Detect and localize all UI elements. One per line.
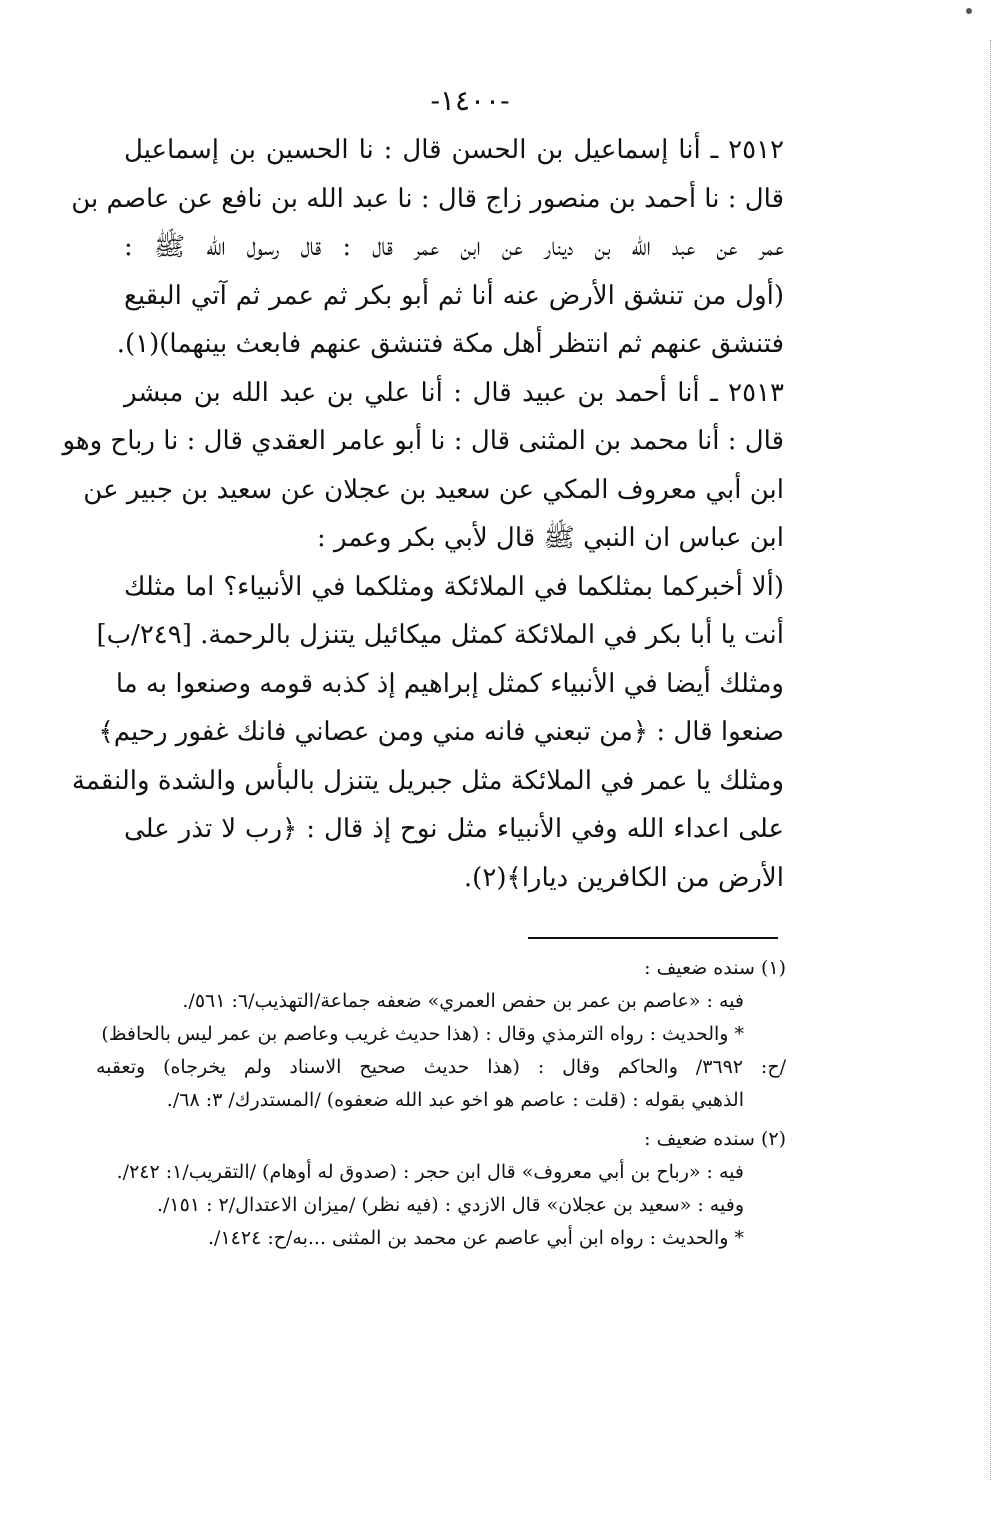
footnote-line: وفيه : «سعيد بن عجلان» قال الازدي : (فيه نظر) /ميزان الاعتدال/٢ : ١٥١/. bbox=[156, 1194, 744, 1216]
text-line: ٢٥١٢ ـ أنا إسماعيل بن الحسن قال : نا الحسين بن إسماعيل bbox=[124, 135, 784, 165]
page-number: -١٤٠٠- bbox=[430, 84, 510, 117]
scan-speck bbox=[966, 8, 972, 14]
text-line: (أول من تنشق الأرض عنه أنا ثم أبو بكر ثم عمر ثم آتي البقيع bbox=[124, 280, 784, 311]
footnote-line: * والحديث : رواه الترمذي وقال : (هذا حديث غريب وعاصم بن عمر ليس بالحافظ) bbox=[101, 1023, 744, 1045]
text-line: ابن أبي معروف المكي عن سعيد بن عجلان عن سعيد بن جبير عن bbox=[83, 474, 784, 505]
footnote-2 bbox=[96, 1123, 786, 1255]
footnote-line: فيه : «رباح بن أبي معروف» قال ابن حجر : (صدوق له أوهام) /التقريب/١: ٢٤٢/. bbox=[116, 1161, 744, 1183]
text-line: عمر عن عبد الله بن دينار عن ابن عمر قال : قال رسول الله ﷺ : bbox=[124, 232, 784, 262]
text-line: الأرض من الكافرين ديارا﴾(٢). bbox=[463, 862, 784, 893]
text-line: أنت يا أبا بكر في الملائكة كمثل ميكائيل يتنزل بالرحمة. [٢٤٩/ب] bbox=[96, 620, 784, 650]
text-line: قال : نا أحمد بن منصور زاج قال : نا عبد الله بن نافع عن عاصم بن bbox=[71, 183, 784, 214]
footnote-marker: (٢) bbox=[760, 1128, 786, 1150]
footnote-1 bbox=[96, 952, 786, 1117]
footnote-line: /ح: ٣٦٩٢/ والحاكم وقال : (هذا حديث صحيح الاسناد ولم يخرجاه) وتعقبه bbox=[96, 1056, 786, 1078]
text-line: صنعوا قال : ﴿من تبعني فانه مني ومن عصاني فانك غفور رحيم﴾ bbox=[98, 717, 784, 747]
text-line: فتنشق عنهم ثم انتظر أهل مكة فتنشق عنهم فابعث بينهما)(١). bbox=[116, 329, 784, 359]
text-line: قال : أنا محمد بن المثنى قال : نا أبو عامر العقدي قال : نا رباح وهو bbox=[62, 426, 784, 456]
text-line: (ألا أخبركما بمثلكما في الملائكة ومثلكما في الأنبياء؟ اما مثلك bbox=[124, 571, 784, 602]
scan-edge-line bbox=[990, 40, 991, 1480]
footnote-line: * والحديث : رواه ابن أبي عاصم عن محمد بن المثنى ...به/ح: ١٤٢٤/. bbox=[208, 1227, 744, 1249]
text-line: على اعداء الله وفي الأنبياء مثل نوح إذ قال : ﴿رب لا تذر على bbox=[124, 814, 784, 844]
text-line: ومثلك أيضا في الأنبياء كمثل إبراهيم إذ كذبه قومه وصنعوا به ما bbox=[115, 668, 784, 699]
footnotes bbox=[96, 952, 786, 1255]
text-line: ومثلك يا عمر في الملائكة مثل جبريل يتنزل بالبأس والشدة والنقمة bbox=[71, 765, 784, 796]
footnote-heading bbox=[96, 952, 786, 985]
footnote-divider bbox=[528, 937, 778, 939]
text-line: ٢٥١٣ ـ أنا أحمد بن عبيد قال : أنا علي بن عبد الله بن مبشر bbox=[124, 377, 784, 408]
footnote-line: فيه : «عاصم بن عمر بن حفص العمري» ضعفه جماعة/التهذيب/٦: ٥٦١/. bbox=[182, 990, 744, 1012]
footnote-marker: (١) bbox=[760, 957, 786, 979]
footnote-heading-text: سنده ضعيف : bbox=[644, 957, 755, 979]
text-line: ابن عباس ان النبي ﷺ قال لأبي بكر وعمر : bbox=[316, 523, 784, 553]
hadith-text-block bbox=[62, 126, 784, 902]
footnote-heading-text: سنده ضعيف : bbox=[644, 1128, 755, 1150]
footnote-line: الذهبي بقوله : (قلت : عاصم هو اخو عبد الله ضعفوه) /المستدرك/ ٣: ٦٨/. bbox=[166, 1089, 744, 1111]
footnote-heading bbox=[96, 1123, 786, 1156]
